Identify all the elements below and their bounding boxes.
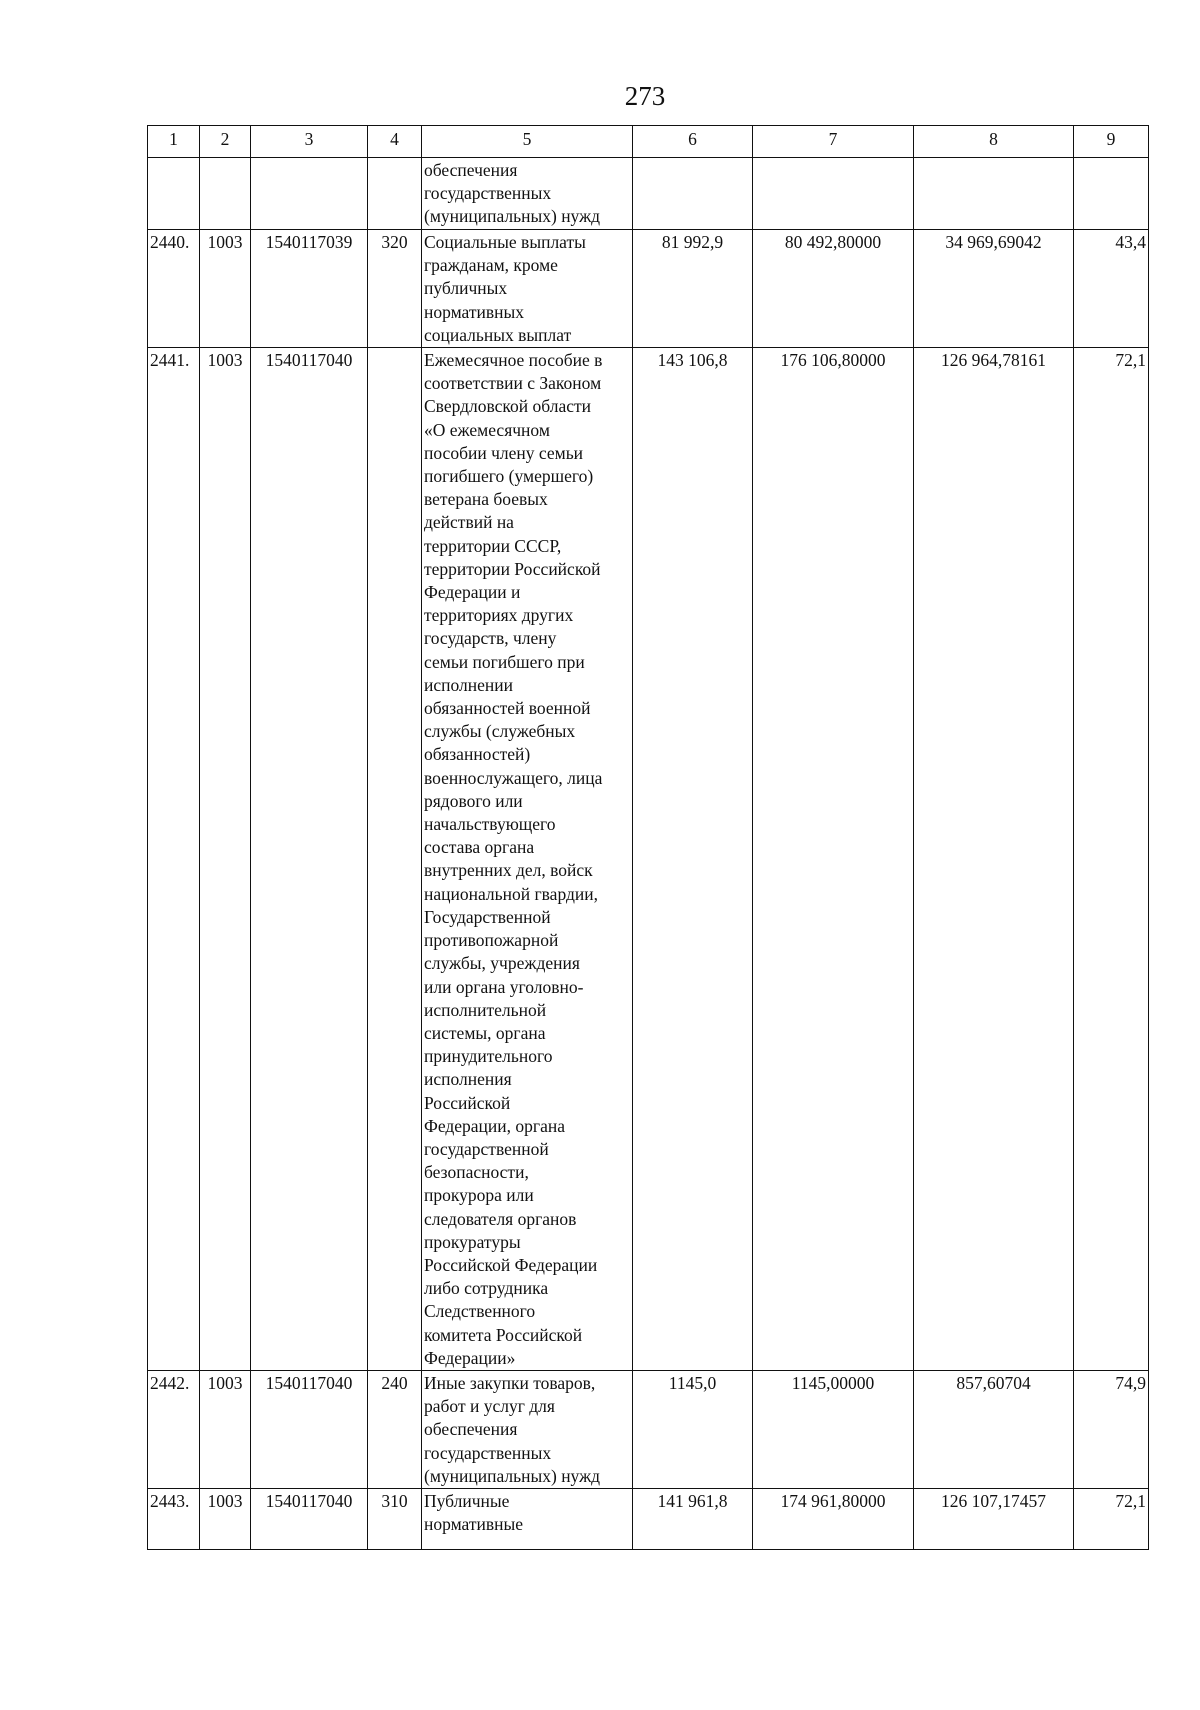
approved-amount-cell	[633, 158, 753, 230]
percent-cell	[1074, 158, 1149, 230]
description-line: гражданам, кроме	[424, 255, 558, 276]
description-line: пособии члену семьи	[424, 442, 584, 463]
description-line: государств, члену	[424, 628, 557, 649]
description-cell	[422, 348, 633, 1371]
description-line: прокуратуры	[424, 1231, 521, 1252]
table-row	[148, 230, 1149, 348]
description-line: (муниципальных) нужд	[424, 1465, 601, 1486]
page-number: 273	[624, 81, 666, 111]
description-line: прокурора или	[424, 1185, 534, 1206]
table-row	[148, 1370, 1149, 1488]
percent-cell: 72,1	[1074, 1488, 1149, 1549]
description-line: принудительного	[424, 1046, 553, 1067]
description-line: Российской Федерации	[424, 1254, 598, 1275]
description-line: военнослужащего, лица	[424, 767, 603, 788]
target-article-cell: 1540117040	[251, 1370, 368, 1488]
expense-type-cell: 310	[368, 1488, 422, 1549]
planned-amount-cell: 176 106,80000	[753, 348, 914, 1371]
description-line: государственных	[424, 183, 552, 204]
expense-type-cell: 320	[368, 230, 422, 348]
description-line: Федерации, органа	[424, 1115, 565, 1136]
description-line: Социальные выплаты	[424, 232, 586, 252]
description-line: территории Российской	[424, 558, 601, 579]
description-line: (муниципальных) нужд	[424, 206, 601, 227]
description-line: безопасности,	[424, 1162, 529, 1183]
description-line: территориях других	[424, 605, 574, 626]
column-header: 5	[422, 126, 633, 158]
table-body	[148, 158, 1149, 1550]
description-line: погибшего (умершего)	[424, 466, 594, 487]
description-line: службы, учреждения	[424, 953, 580, 974]
description-line: комитета Российской	[424, 1324, 583, 1345]
target-article-cell: 1540117040	[251, 1488, 368, 1549]
description-line: Российской	[424, 1092, 511, 1113]
planned-amount-cell: 80 492,80000	[753, 230, 914, 348]
description-line: Свердловской области	[424, 396, 592, 417]
description-line: соответствии с Законом	[424, 373, 602, 394]
description-line: следователя органов	[424, 1208, 577, 1229]
column-header: 1	[148, 126, 200, 158]
description-line: Ежемесячное пособие в	[424, 350, 603, 371]
table-row	[148, 348, 1149, 1371]
row-number-cell: 2442.	[148, 1370, 200, 1488]
description-line: государственной	[424, 1138, 549, 1159]
section-code-cell: 1003	[200, 1370, 251, 1488]
percent-cell: 72,1	[1074, 348, 1149, 1371]
approved-amount-cell: 1145,0	[633, 1370, 753, 1488]
description-line: нормативные	[424, 1514, 524, 1535]
approved-amount-cell: 143 106,8	[633, 348, 753, 1371]
description-line: Следственного	[424, 1301, 536, 1322]
description-line: или органа уголовно-	[424, 976, 584, 997]
expense-type-cell: 240	[368, 1370, 422, 1488]
description-line: обеспечения	[424, 160, 518, 180]
description-line: обязанностей)	[424, 744, 531, 765]
section-code-cell: 1003	[200, 348, 251, 1371]
description-line: семьи погибшего при	[424, 651, 585, 672]
percent-cell: 74,9	[1074, 1370, 1149, 1488]
description-line: нормативных	[424, 301, 525, 322]
description-line: Государственной	[424, 906, 551, 927]
description-line: исполнительной	[424, 999, 547, 1020]
description-line: государственных	[424, 1442, 552, 1463]
expense-type-cell	[368, 348, 422, 1371]
planned-amount-cell	[753, 158, 914, 230]
target-article-cell: 1540117039	[251, 230, 368, 348]
description-line: исполнении	[424, 674, 513, 695]
column-header: 3	[251, 126, 368, 158]
planned-amount-cell: 1145,00000	[753, 1370, 914, 1488]
table-row	[148, 158, 1149, 230]
column-header: 7	[753, 126, 914, 158]
description-cell	[422, 1370, 633, 1488]
description-line: территории СССР,	[424, 535, 562, 556]
description-line: исполнения	[424, 1069, 512, 1090]
description-line: рядового или	[424, 790, 523, 811]
description-line: Федерации и	[424, 582, 521, 603]
description-line: обеспечения	[424, 1419, 518, 1440]
description-line: Публичные	[424, 1490, 510, 1511]
description-line: работ и услуг для	[424, 1396, 555, 1417]
executed-amount-cell: 126 964,78161	[914, 348, 1074, 1371]
approved-amount-cell: 141 961,8	[633, 1488, 753, 1549]
description-line: «О ежемесячном	[424, 419, 550, 440]
section-code-cell	[200, 158, 251, 230]
description-line: начальствующего	[424, 814, 556, 835]
description-line: противопожарной	[424, 930, 559, 951]
row-number-cell	[148, 158, 200, 230]
table-row	[148, 1488, 1149, 1549]
description-cell	[422, 158, 633, 230]
executed-amount-cell: 34 969,69042	[914, 230, 1074, 348]
description-line: обязанностей военной	[424, 698, 591, 719]
description-line: социальных выплат	[424, 324, 572, 345]
section-code-cell: 1003	[200, 230, 251, 348]
section-code-cell: 1003	[200, 1488, 251, 1549]
description-cell	[422, 230, 633, 348]
description-line: либо сотрудника	[424, 1278, 549, 1299]
description-cell	[422, 1488, 633, 1549]
expense-type-cell	[368, 158, 422, 230]
column-header: 8	[914, 126, 1074, 158]
description-line: Федерации»	[424, 1347, 516, 1368]
description-line: Иные закупки товаров,	[424, 1372, 596, 1393]
header-row	[148, 126, 1149, 158]
description-line: состава органа	[424, 837, 535, 858]
percent-cell: 43,4	[1074, 230, 1149, 348]
description-line: системы, органа	[424, 1022, 546, 1043]
target-article-cell	[251, 158, 368, 230]
planned-amount-cell: 174 961,80000	[753, 1488, 914, 1549]
column-header: 9	[1074, 126, 1149, 158]
executed-amount-cell: 126 107,17457	[914, 1488, 1074, 1549]
description-line: службы (служебных	[424, 721, 576, 742]
target-article-cell: 1540117040	[251, 348, 368, 1371]
description-line: внутренних дел, войск	[424, 860, 593, 881]
description-line: действий на	[424, 512, 514, 533]
column-header: 2	[200, 126, 251, 158]
row-number-cell: 2443.	[148, 1488, 200, 1549]
row-number-cell: 2440.	[148, 230, 200, 348]
column-header: 4	[368, 126, 422, 158]
approved-amount-cell: 81 992,9	[633, 230, 753, 348]
budget-table	[147, 125, 1149, 1550]
executed-amount-cell	[914, 158, 1074, 230]
row-number-cell: 2441.	[148, 348, 200, 1371]
column-header: 6	[633, 126, 753, 158]
executed-amount-cell: 857,60704	[914, 1370, 1074, 1488]
description-line: публичных	[424, 278, 508, 299]
description-line: ветерана боевых	[424, 489, 548, 510]
description-line: национальной гвардии,	[424, 883, 598, 904]
